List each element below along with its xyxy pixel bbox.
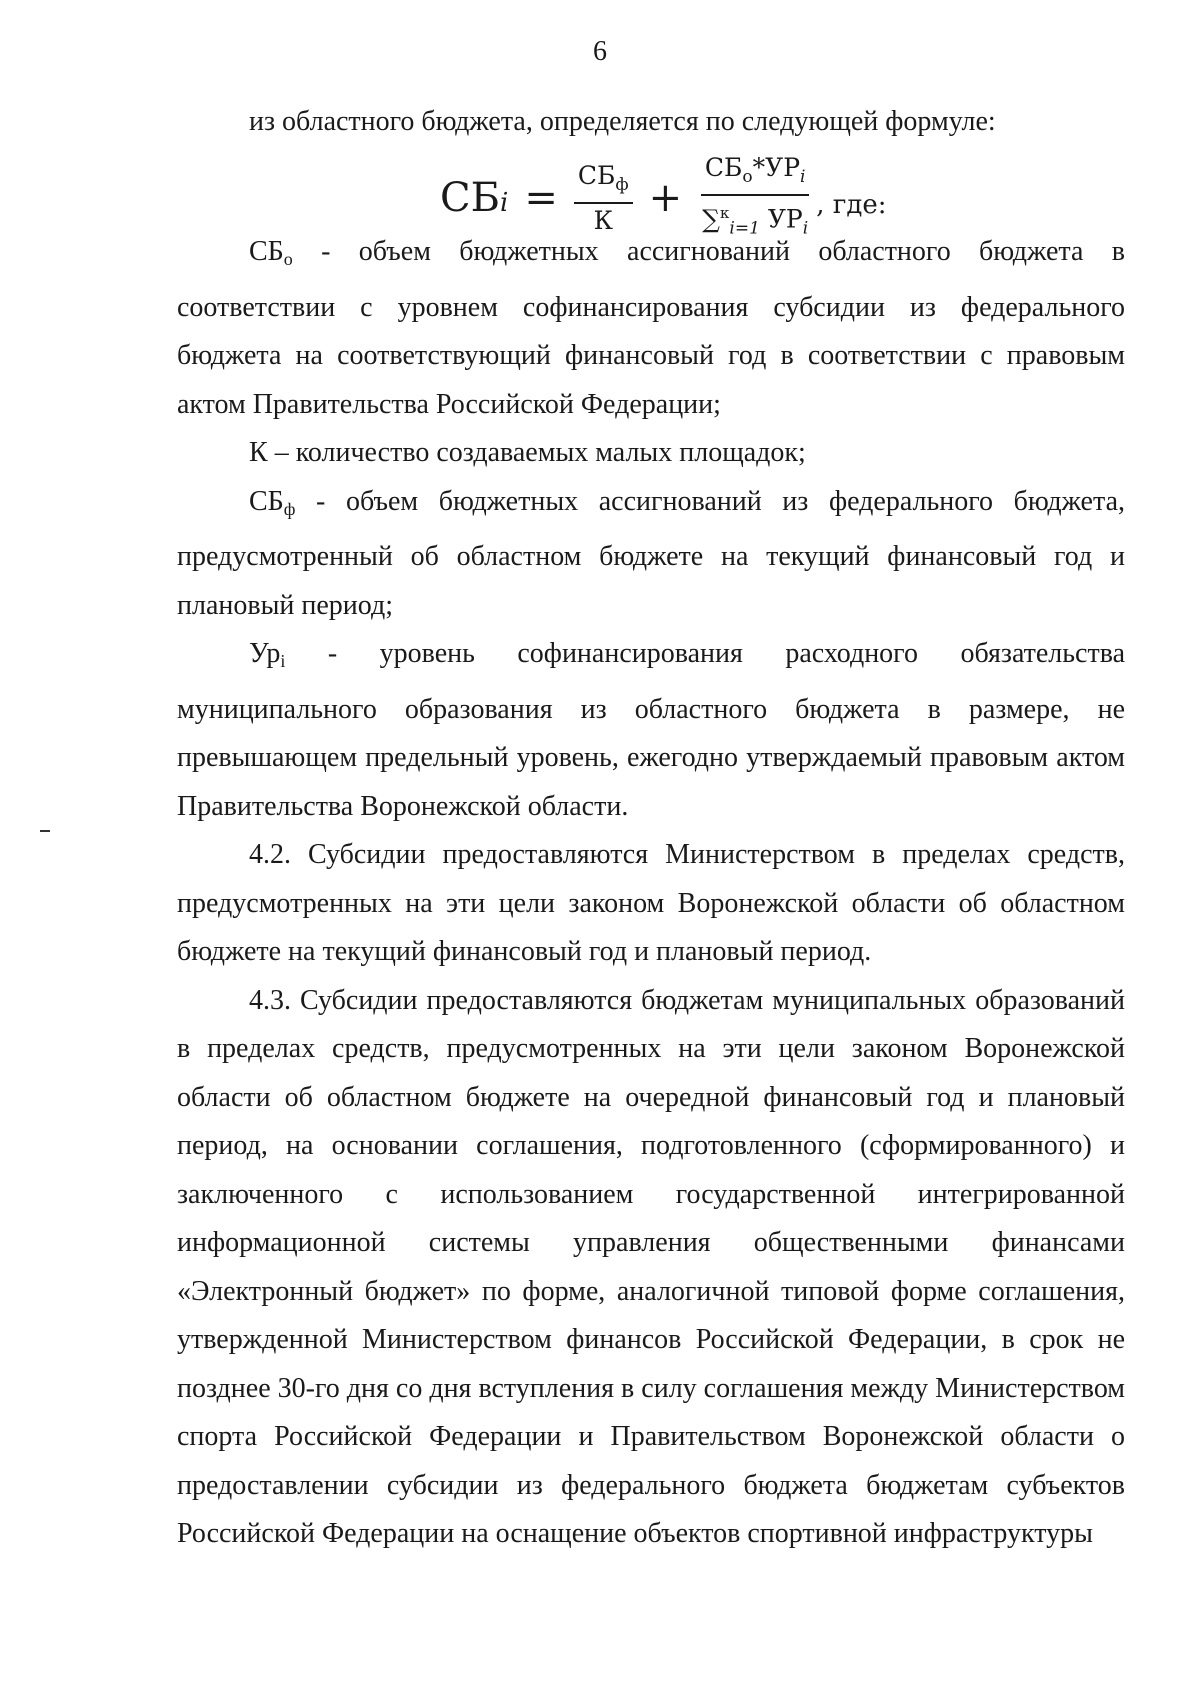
definition-term: Ур bbox=[249, 638, 281, 669]
formula-lhs-sub: i bbox=[500, 188, 509, 218]
definition-term-sub: о bbox=[283, 249, 293, 269]
sum-lower-limit: i=1 bbox=[729, 218, 760, 239]
sum-variable-sub: i bbox=[802, 218, 809, 239]
definition-ypi bbox=[177, 630, 1125, 831]
definition-term: К bbox=[249, 437, 268, 468]
definition-text: – количество создаваемых малых площадок; bbox=[267, 437, 806, 468]
definitions-block bbox=[177, 228, 1125, 1559]
paragraph-4-3: 4.3. Субсидии предоставляются бюджетам муниципальных образований в пределах средств, предусмотренных на эти цели законом Воронежской области об областном бюджете на очередной финансовый год и плановый период, на основании соглашения, подготовленного (сформированного) и заключенного с использованием государственной интегрированной информационной системы управления общественными финансами «Электронный бюджет» по форме, аналогичной типовой форме соглашения, утвержденной Министерством финансов Российской Федерации, в срок не позднее 30-го дня со дня вступления в силу соглашения между Министерством спорта Российской Федерации и Правительством Воронежской области о предоставлении субсидии из федерального бюджета бюджетам субъектов Российской Федерации на оснащение объектов спортивной инфраструктуры bbox=[177, 984, 1125, 1549]
formula-where: , где: bbox=[816, 190, 887, 220]
margin-mark bbox=[40, 830, 50, 832]
intro-paragraph bbox=[177, 98, 1125, 147]
formula-equals: = bbox=[524, 175, 558, 221]
paragraph-4-2: 4.2. Субсидии предоставляются Министерством в пределах средств, предусмотренных на эти цели законом Воронежской области об областном бюджете на текущий финансовый год и плановый период. bbox=[177, 839, 1125, 967]
formula-plus: + bbox=[648, 175, 683, 221]
sum-upper-limit: к bbox=[720, 203, 730, 222]
fraction-2-numerator-a: СБ bbox=[704, 152, 743, 182]
formula-lhs bbox=[440, 175, 508, 221]
fraction-2-numerator-sub: i bbox=[800, 166, 806, 187]
intro-line: из областного бюджета, определяется по следующей формуле: bbox=[249, 106, 996, 137]
definition-cbf bbox=[177, 478, 1125, 631]
definition-term: СБ bbox=[249, 485, 284, 517]
definition-text: - объем бюджетных ассигнований из федерального бюджета, предусмотренный об областном бюджете на текущий финансовый год и плановый период; bbox=[177, 485, 1125, 621]
fraction-2-numerator bbox=[701, 153, 810, 196]
fraction-2-numerator-a-sub: о bbox=[742, 166, 753, 187]
fraction-2-numerator-mult: *УР bbox=[752, 152, 801, 182]
sum-variable: УР bbox=[759, 204, 803, 234]
fraction-1-numerator-sub: ф bbox=[615, 174, 629, 195]
definition-text: - объем бюджетных ассигнований областного бюджета в соответствии с уровнем софинансирования субсидии из федерального бюджета на соответствующий финансовый год в соответствии с правовым актом Правительства Российской Федерации; bbox=[177, 236, 1125, 420]
formula-lhs-main: СБ bbox=[440, 175, 500, 221]
fraction-1-denominator: К bbox=[593, 205, 613, 235]
fraction-1-numerator-main: СБ bbox=[577, 160, 616, 190]
definition-term-sub: ф bbox=[283, 498, 296, 519]
definition-text: - уровень софинансирования расходного обязательства муниципального образования из областного бюджета в размере, не превышающем предельный уровень, ежегодно утверждаемый правовым актом Правительства Воронежской области. bbox=[177, 638, 1125, 822]
definition-k bbox=[177, 429, 1125, 478]
fraction-1-numerator bbox=[574, 161, 633, 204]
sum-symbol: ∑ bbox=[702, 204, 721, 234]
subsidy-formula bbox=[440, 152, 887, 239]
definition-cbo bbox=[177, 228, 1125, 429]
definition-term: СБ bbox=[249, 236, 284, 267]
page-number: 6 bbox=[593, 36, 607, 67]
definition-term-sub: i bbox=[280, 651, 286, 671]
formula-fraction-1 bbox=[574, 161, 633, 236]
